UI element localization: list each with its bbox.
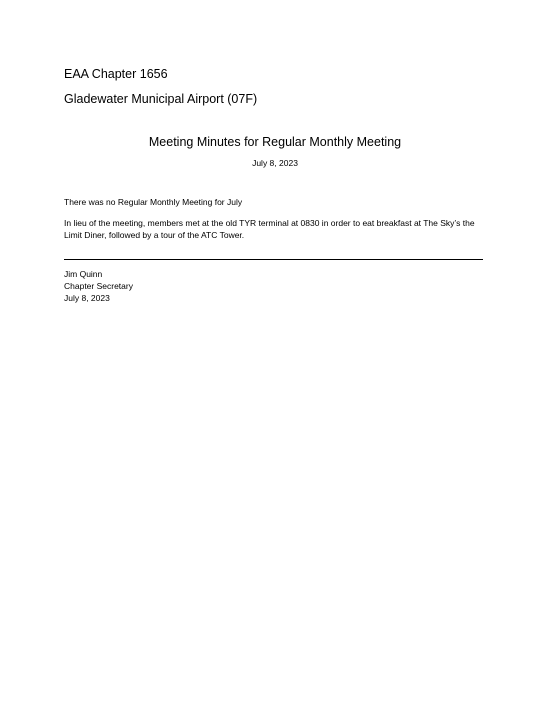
organization-name: EAA Chapter 1656 bbox=[64, 67, 168, 81]
signature-date: July 8, 2023 bbox=[64, 292, 110, 303]
signature-name: Jim Quinn bbox=[64, 269, 103, 279]
signature-block bbox=[64, 269, 133, 304]
body-paragraph-no-meeting: There was no Regular Monthly Meeting for July bbox=[64, 197, 243, 207]
meeting-date: July 8, 2023 bbox=[252, 158, 298, 168]
signature-title: Chapter Secretary bbox=[64, 280, 133, 291]
airport-name: Gladewater Municipal Airport (07F) bbox=[64, 92, 258, 106]
body-paragraph-breakfast: In lieu of the meeting, members met at the old TYR terminal at 0830 in order to eat breakfast at The Sky’s the Limit Diner, followed by a tour of the ATC Tower. bbox=[64, 218, 475, 240]
divider bbox=[64, 259, 483, 260]
page-title: Meeting Minutes for Regular Monthly Meeting bbox=[148, 135, 402, 149]
